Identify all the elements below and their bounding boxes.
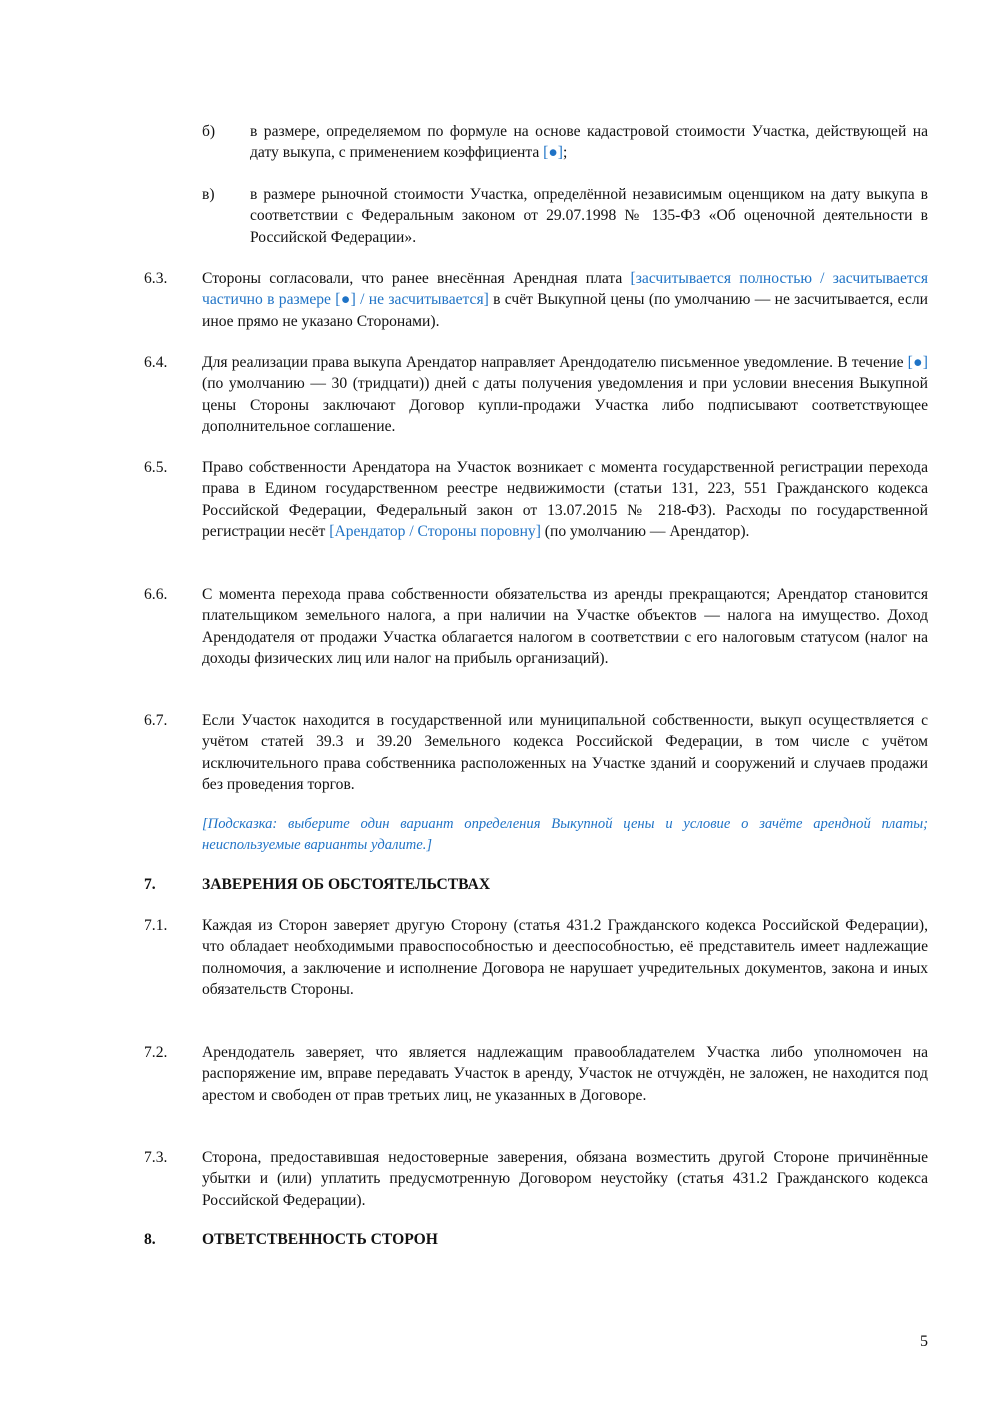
- clause-number: 7.3.: [144, 1149, 168, 1166]
- clause-number: 7.1.: [144, 917, 168, 934]
- clause-text: Стороны согласовали, что ранее внесённая Арендная плата [засчитывается полностью / засчитывается частично в размере [●] / не засчитывается] в счёт Выкупной цены (по умолчанию — не засчитывается, если иное прямо не указано Сторонами).: [202, 270, 928, 330]
- placeholder-text: [Арендатор / Стороны поровну]: [329, 522, 541, 540]
- subitem-marker: б): [202, 123, 216, 140]
- subitem-text: в размере, определяемом по формуле на основе кадастровой стоимости Участка, действующей на дату выкупа, с применением коэффициента [●];: [250, 123, 928, 162]
- clause-number: 7.2.: [144, 1044, 168, 1061]
- clause-text: Каждая из Сторон заверяет другую Сторону (статья 431.2 Гражданского кодекса Российской Федерации), что обладает необходимыми правоспособностью и дееспособностью, её представитель имеет надлежащие полномочия, а заключение и исполнение Договора не нарушает учредительных документов, закона и иных обязательств Стороны.: [202, 917, 928, 998]
- clause-number: 6.7.: [144, 712, 168, 729]
- section-number: 8.: [144, 1231, 156, 1248]
- page-number: 5: [920, 1333, 928, 1350]
- hint-text: [Подсказка: выберите один вариант определения Выкупной цены и условие о зачёте арендной платы; неиспользуемые варианты удалите.]: [202, 816, 928, 853]
- placeholder-text: [●]: [907, 354, 928, 371]
- clause-number: 6.3.: [144, 270, 168, 287]
- clause-number: 6.5.: [144, 459, 168, 476]
- placeholder-text: [●]: [543, 144, 563, 162]
- section-title: ОТВЕТСТВЕННОСТЬ СТОРОН: [202, 1231, 438, 1248]
- section-title: ЗАВЕРЕНИЯ ОБ ОБСТОЯТЕЛЬСТВАХ: [202, 876, 491, 893]
- clause-number: 6.4.: [144, 354, 168, 371]
- subitem-text: в размере рыночной стоимости Участка, определённой независимым оценщиком на дату выкупа в соответствии с Федеральным законом от 29.07.1998 № 135-ФЗ «Об оценочной деятельности в Российской Федерации».: [250, 186, 928, 246]
- clause-text: С момента перехода права собственности обязательства из аренды прекращаются; Арендатор становится плательщиком земельного налога, а при наличии на Участке объектов — налога на имущество. Доход Арендодателя от продажи Участка облагается налогом в соответствии с его налоговым статусом (налог на доходы физических лиц или налог на прибыль организаций).: [202, 586, 928, 667]
- clause-text: Сторона, предоставившая недостоверные заверения, обязана возместить другой Стороне причинённые убытки и (или) уплатить предусмотренную Договором неустойку (статья 431.2 Гражданского кодекса Российской Федерации).: [202, 1149, 928, 1209]
- placeholder-text: [засчитывается полностью / засчитывается частично в размере [●] / не засчитывается]: [202, 270, 928, 309]
- subitem-marker: в): [202, 186, 215, 203]
- clause-text: Если Участок находится в государственной или муниципальной собственности, выкуп осуществляется с учётом статей 39.3 и 39.20 Земельного кодекса Российской Федерации, в том числе с учётом исключительного права собственника расположенных на Участке зданий и сооружений и случаев продажи без проведения торгов.: [202, 712, 928, 793]
- clause-text: Для реализации права выкупа Арендатор направляет Арендодателю письменное уведомление. В течение [●] (по умолчанию — 30 (тридцати)) дней с даты получения уведомления и при условии внесения Выкупной цены Стороны заключают Договор купли-продажи Участка либо подписывают соответствующее дополнительное соглашение.: [202, 354, 928, 435]
- clause-text: Право собственности Арендатора на Участок возникает с момента государственной регистрации перехода права в Едином государственном реестре недвижимости (статьи 131, 223, 551 Гражданского кодекса Российской Федерации, Федеральный закон от 13.07.2015 № 218-ФЗ). Расходы по государственной регистрации несёт [Арендатор / Стороны поровну] (по умолчанию — Арендатор).: [202, 459, 928, 540]
- clause-text: Арендодатель заверяет, что является надлежащим правообладателем Участка либо уполномочен на распоряжение им, вправе передавать Участок в аренду, Участок не отчуждён, не заложен, не находится под арестом и свободен от прав третьих лиц, не указанных в Договоре.: [202, 1044, 928, 1104]
- section-number: 7.: [144, 876, 156, 893]
- clause-number: 6.6.: [144, 586, 168, 603]
